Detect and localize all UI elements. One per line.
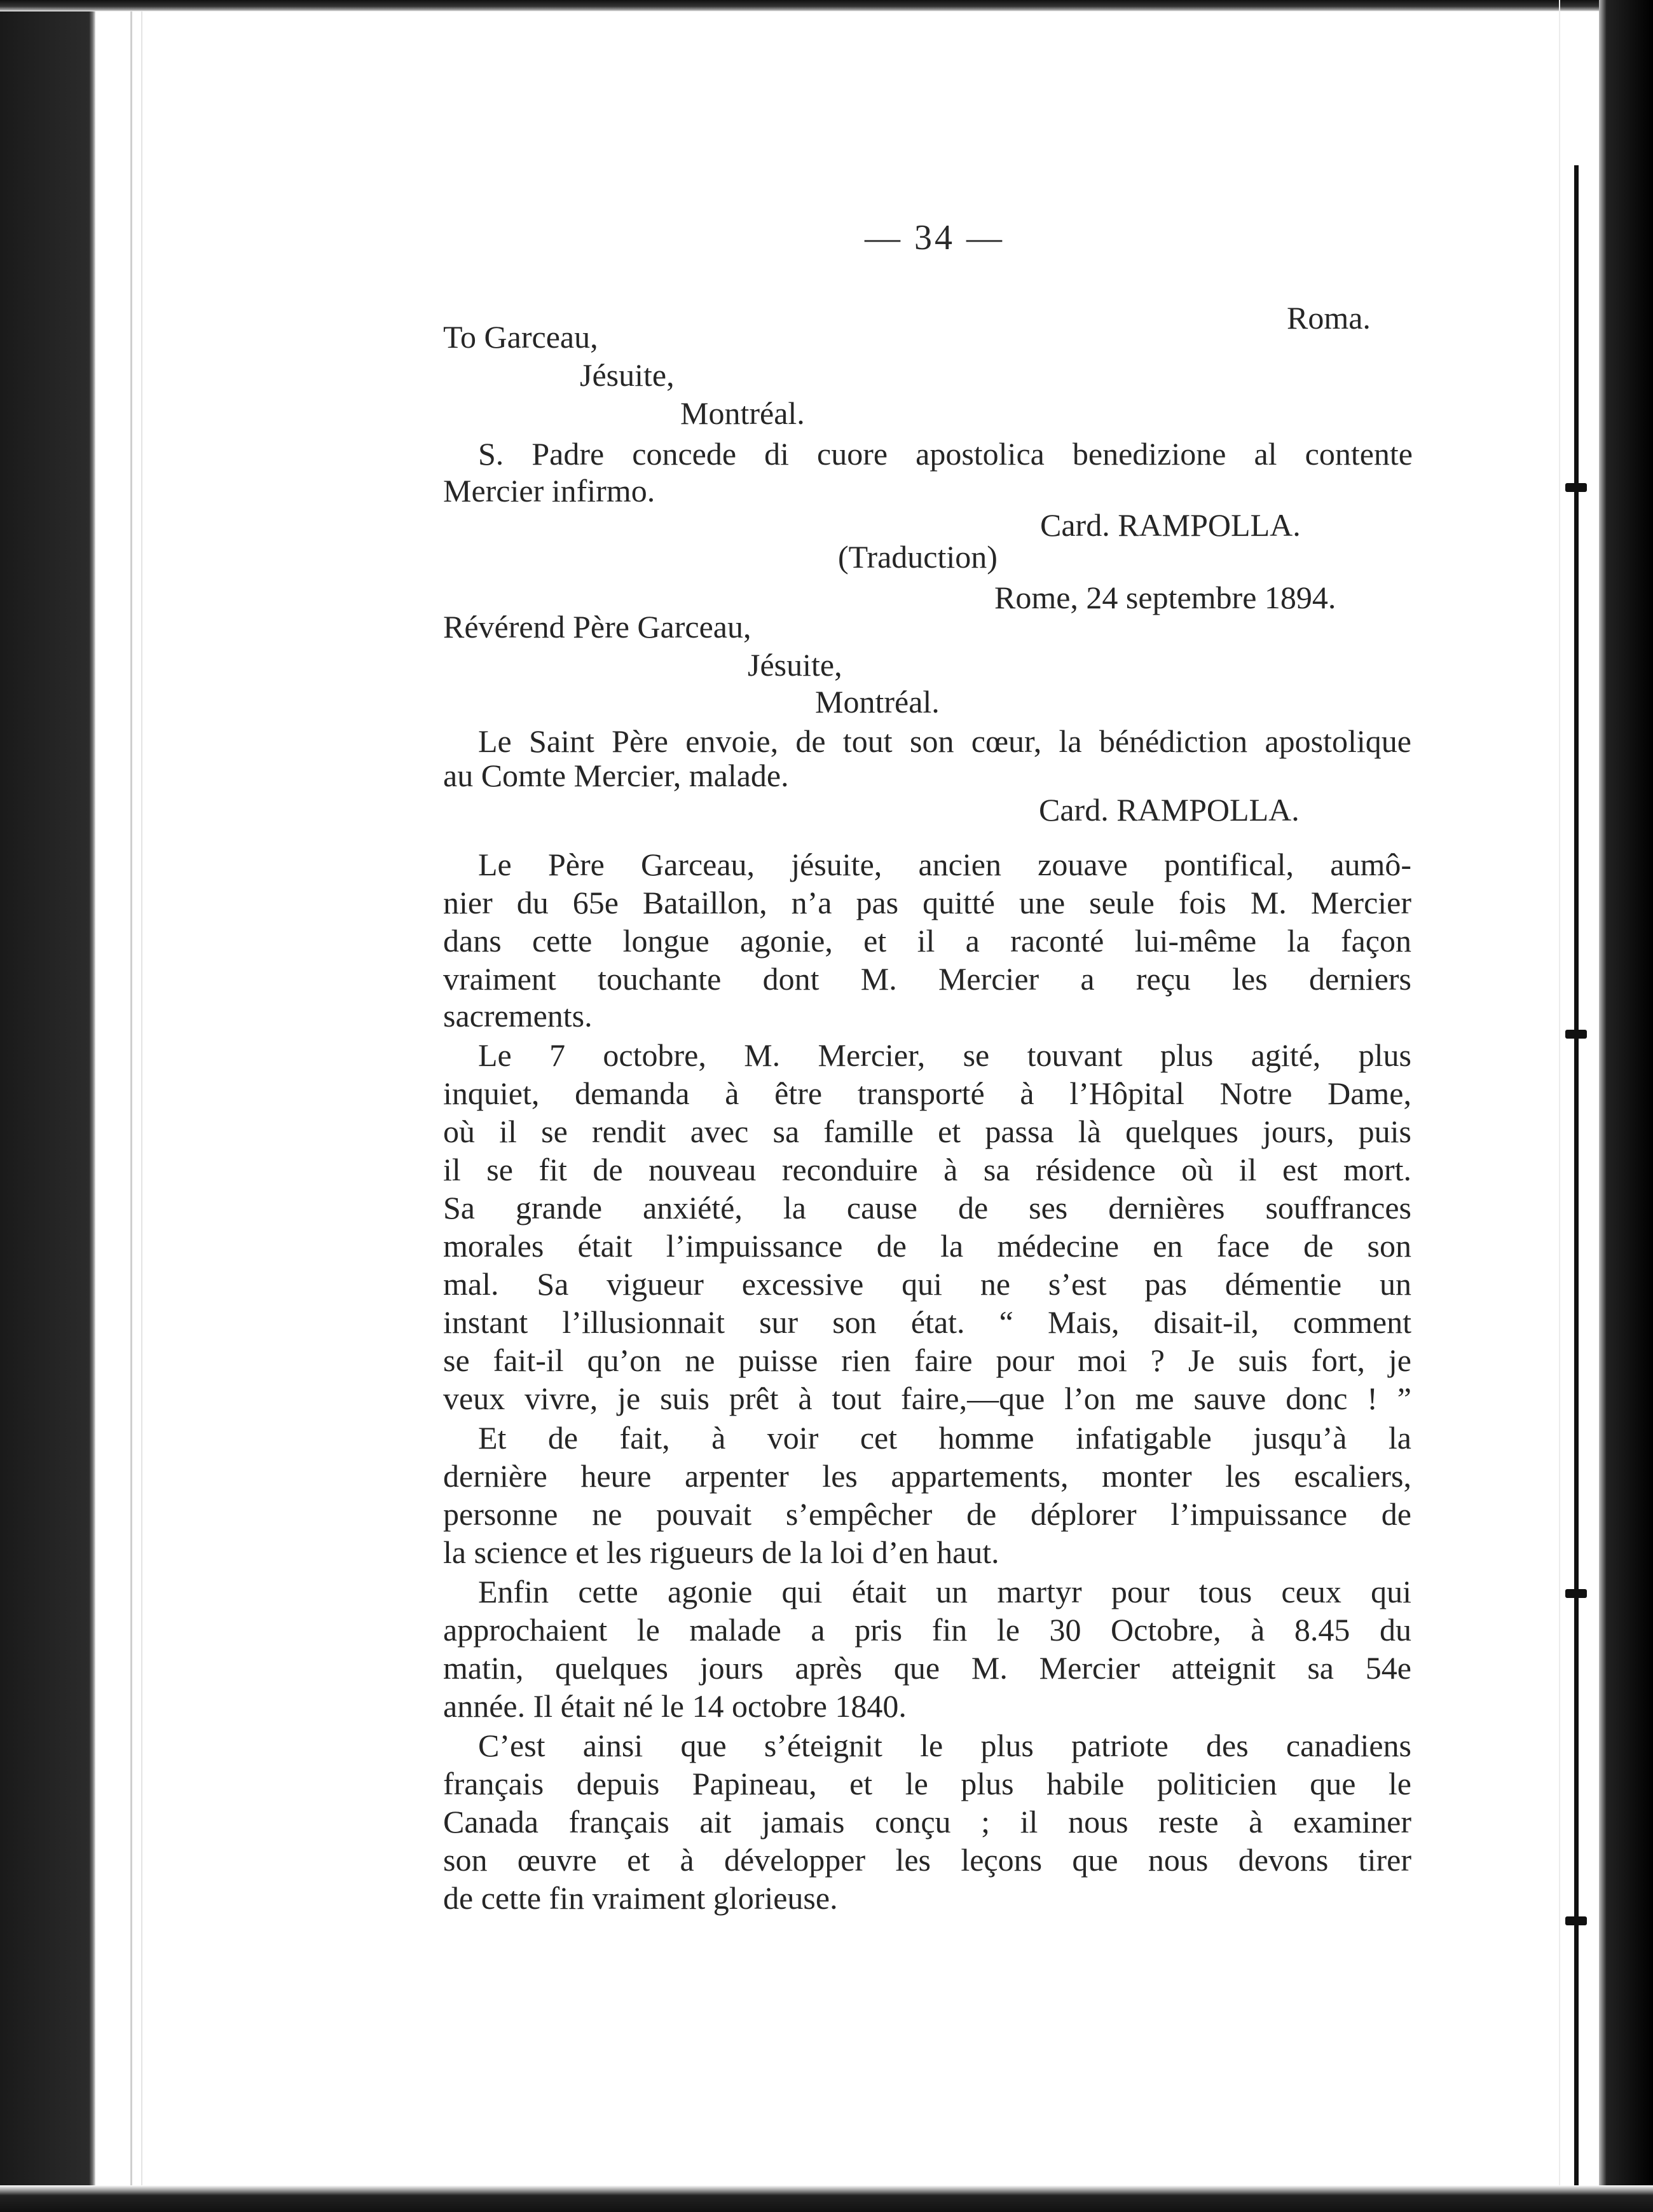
translation-address-line: Montréal. [815,684,940,720]
paragraph-line: Et de fait, à voir cet homme infatigable jusqu’à la [478,1420,1411,1456]
telegram-address-line: To Garceau, [443,319,598,355]
paragraph-line: mal. Sa vigueur excessive qui ne s’est pas démentie un [443,1266,1411,1302]
translation-address-line: Jésuite, [748,647,842,683]
paragraph-line: sacrements. [443,998,593,1034]
bottom-scan-edge [0,2185,1653,2212]
left-scan-edge [0,0,95,2212]
paragraph-line: nier du 65e Bataillon, n’a pas quitté une seule fois M. Mercier [443,885,1411,920]
binding-mark [1565,1589,1587,1598]
page-number: — 34 — [865,218,1005,257]
left-page-edge-inner [141,0,142,2212]
paragraph-line: année. Il était né le 14 octobre 1840. [443,1688,907,1724]
paragraph-line: Sa grande anxiété, la cause de ses dernières souffrances [443,1190,1411,1225]
binding-mark [1565,1030,1587,1039]
paragraph-line: son œuvre et à développer les leçons que nous devons tirer [443,1842,1411,1878]
paragraph-line: la science et les rigueurs de la loi d’en haut. [443,1534,999,1570]
left-page-edge [130,0,132,2212]
telegram-body-line: S. Padre concede di cuore apostolica benedizione al contente [478,436,1413,472]
paragraph-line: morales était l’impuissance de la médecine en face de son [443,1228,1411,1264]
paragraph-line: approchaient le malade a pris fin le 30 Octobre, à 8.45 du [443,1612,1411,1648]
telegram-address-line: Jésuite, [580,357,675,393]
paragraph-line: veux vivre, je suis prêt à tout faire,—que l’on me sauve donc ! ” [443,1381,1411,1416]
paragraph-line: personne ne pouvait s’empêcher de déplorer l’impuissance de [443,1496,1411,1532]
translation-heading: (Traduction) [838,539,998,575]
paragraph-line: vraiment touchante dont M. Mercier a reçu les derniers [443,961,1411,997]
binding-mark [1565,1916,1587,1925]
paragraph-line: instant l’illusionnait sur son état. “ Mais, disait-il, comment [443,1304,1411,1340]
paragraph-line: Enfin cette agonie qui était un martyr pour tous ceux qui [478,1574,1411,1609]
paragraph-line: de cette fin vraiment glorieuse. [443,1880,838,1916]
translation-body-line: Le Saint Père envoie, de tout son cœur, la bénédiction apostolique [478,723,1411,759]
paragraph-line: où il se rendit avec sa famille et passa là quelques jours, puis [443,1114,1411,1149]
right-page-edge [1559,0,1560,2212]
paragraph-line: se fait-il qu’on ne puisse rien faire pour moi ? Je suis fort, je [443,1342,1411,1378]
paragraph-line: Canada français ait jamais conçu ; il nous reste à examiner [443,1804,1411,1840]
translation-place-date: Rome, 24 septembre 1894. [994,580,1336,615]
telegram-address-line: Montréal. [680,395,805,431]
binding-line [1574,165,1579,2187]
telegram-place: Roma. [1287,300,1371,336]
paragraph-line: inquiet, demanda à être transporté à l’Hôpital Notre Dame, [443,1075,1411,1111]
translation-body-line: au Comte Mercier, malade. [443,758,789,793]
paragraph-line: dans cette longue agonie, et il a raconté lui-même la façon [443,923,1411,959]
paragraph-line: C’est ainsi que s’éteignit le plus patriote des canadiens [478,1728,1411,1763]
paragraph-line: matin, quelques jours après que M. Mercier atteignit sa 54e [443,1650,1411,1686]
translation-signature: Card. RAMPOLLA. [1039,792,1300,828]
right-scan-edge [1599,0,1653,2212]
binding-mark [1565,483,1587,492]
paragraph-line: français depuis Papineau, et le plus habile politicien que le [443,1766,1411,1801]
paragraph-line: Le Père Garceau, jésuite, ancien zouave pontifical, aumô- [478,847,1411,882]
translation-address-line: Révérend Père Garceau, [443,609,751,645]
top-scan-edge [0,0,1653,11]
paragraph-line: il se fit de nouveau reconduire à sa résidence où il est mort. [443,1152,1411,1187]
paragraph-line: dernière heure arpenter les appartements, monter les escaliers, [443,1458,1411,1494]
paragraph-line: Le 7 octobre, M. Mercier, se touvant plus agité, plus [478,1037,1411,1073]
telegram-signature: Card. RAMPOLLA. [1040,507,1301,543]
telegram-body-line: Mercier infirmo. [443,473,655,509]
